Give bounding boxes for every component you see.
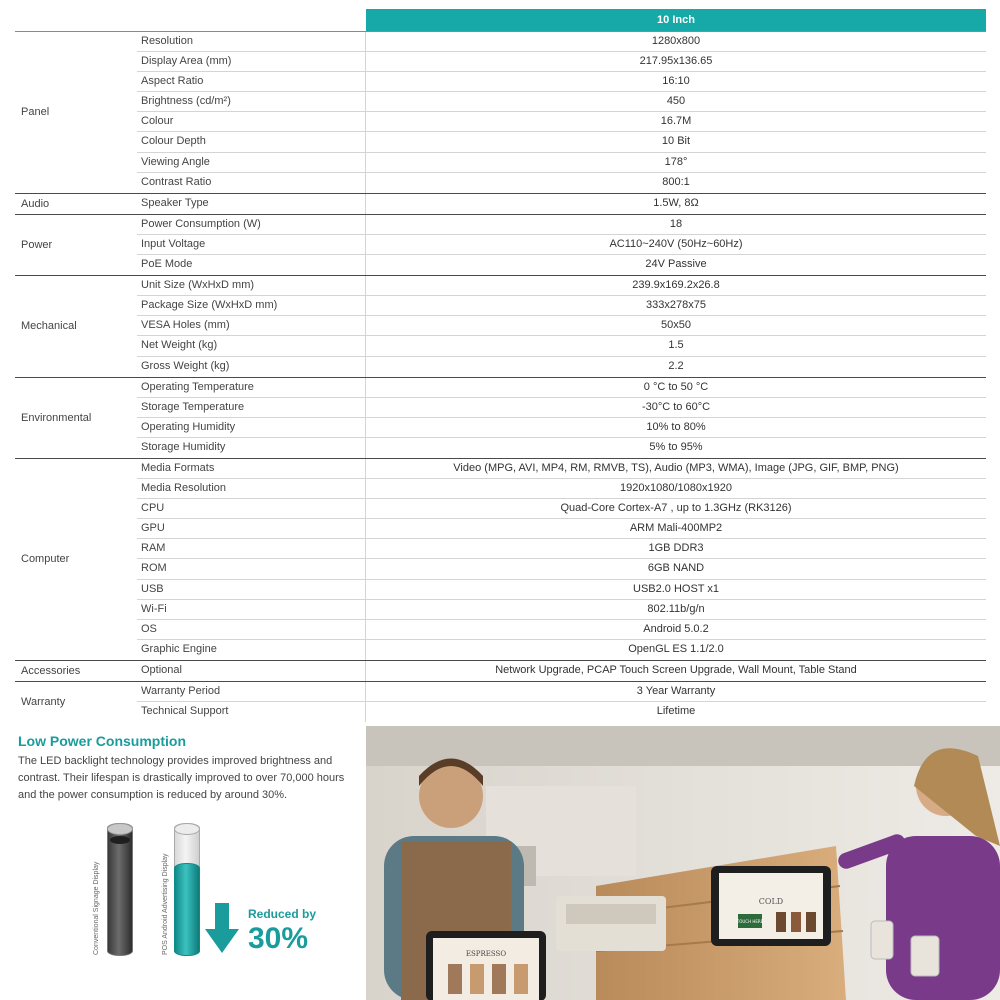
spec-row-label: Speaker Type	[137, 194, 366, 214]
spec-row-label: Storage Temperature	[137, 398, 366, 417]
spec-group-label: Mechanical	[21, 320, 77, 333]
spec-row-value: 2.2	[668, 359, 684, 372]
spec-row-label: Storage Humidity	[137, 438, 366, 458]
spec-group	[15, 458, 986, 660]
spec-row	[137, 519, 986, 539]
spec-row-label: Technical Support	[137, 702, 366, 722]
spec-row	[137, 459, 986, 479]
spec-row-value: 1920x1080/1080x1920	[620, 482, 732, 495]
spec-row	[137, 153, 986, 173]
spec-row-label: Input Voltage	[137, 235, 366, 254]
spec-row	[137, 661, 986, 681]
spec-row	[137, 378, 986, 398]
spec-row-value: 1GB DDR3	[648, 542, 704, 555]
low-power-description: The LED backlight technology provides improved brightness and contrast. Their lifespan is drastically improved to over 70,000 hours and the power consumption is reduced by around 30%.	[18, 755, 345, 801]
spec-row	[137, 296, 986, 316]
spec-group	[15, 31, 986, 193]
spec-row-label: Contrast Ratio	[137, 173, 366, 193]
spec-row	[137, 418, 986, 438]
spec-row-value: 10 Bit	[661, 135, 691, 148]
spec-row-value: 802.11b/g/n	[647, 602, 705, 615]
spec-group-label: Environmental	[21, 411, 92, 424]
spec-group-label: Power	[21, 238, 53, 251]
spec-row-value: 1.5W, 8Ω	[653, 196, 699, 209]
spec-row-label: Colour Depth	[137, 132, 366, 151]
spec-row	[137, 539, 986, 559]
reduced-by-label: Reduced by	[248, 907, 317, 921]
spec-row-value: 0 °C to 50 °C	[643, 380, 709, 393]
spec-row-label: Optional	[137, 661, 366, 681]
spec-row-label: OS	[137, 620, 366, 639]
spec-row-value: 18	[669, 217, 683, 230]
spec-row-label: Wi-Fi	[137, 600, 366, 619]
spec-row	[137, 235, 986, 255]
spec-row-value: 1280x800	[651, 35, 701, 47]
spec-row-value: 333x278x75	[646, 299, 706, 312]
spec-row-value: Android 5.0.2	[643, 622, 709, 635]
spec-row-value: USB2.0 HOST x1	[633, 582, 719, 595]
spec-row	[137, 255, 986, 275]
spec-row-value: AC110~240V (50Hz~60Hz)	[609, 237, 743, 250]
spec-row	[137, 357, 986, 377]
spec-row-label: Package Size (WxHxD mm)	[137, 296, 366, 315]
spec-table	[15, 31, 986, 722]
spec-row-label: Warranty Period	[137, 682, 366, 701]
spec-row	[137, 479, 986, 499]
spec-row	[137, 215, 986, 235]
spec-row-label: Operating Temperature	[137, 378, 366, 397]
spec-row	[137, 640, 986, 660]
spec-row-value: -30°C to 60°C	[641, 400, 711, 413]
spec-row-value: Lifetime	[656, 705, 696, 718]
spec-row	[137, 559, 986, 579]
spec-row	[137, 173, 986, 193]
reduced-percentage: 30%	[248, 922, 309, 955]
spec-row-value: 178°	[664, 155, 688, 168]
low-power-title: Low Power Consumption	[18, 733, 186, 749]
spec-row-label: Gross Weight (kg)	[137, 357, 366, 377]
spec-group	[15, 214, 986, 275]
spec-group	[15, 193, 986, 214]
spec-column-header: 10 Inch	[366, 9, 986, 31]
spec-row	[137, 499, 986, 519]
spec-row	[137, 336, 986, 356]
spec-row-value: 50x50	[661, 319, 691, 332]
spec-row-value: 16:10	[662, 75, 690, 88]
spec-row	[137, 600, 986, 620]
spec-row	[137, 194, 986, 214]
spec-row-label: USB	[137, 580, 366, 599]
spec-row-value: OpenGL ES 1.1/2.0	[628, 642, 724, 655]
spec-row-value: ARM Mali-400MP2	[629, 522, 723, 535]
spec-row	[137, 316, 986, 336]
spec-row-label: Aspect Ratio	[137, 72, 366, 91]
spec-row-value: 239.9x169.2x26.8	[632, 279, 720, 292]
pos-display-label: POS Android Advertising Display	[162, 853, 169, 955]
spec-row	[137, 620, 986, 640]
spec-row	[137, 580, 986, 600]
spec-row	[137, 32, 986, 52]
down-arrow-icon	[205, 903, 239, 955]
spec-row-value: 217.95x136.65	[639, 55, 713, 68]
spec-row-label: ROM	[137, 559, 366, 578]
spec-row-label: Media Resolution	[137, 479, 366, 498]
spec-row-value: 24V Passive	[645, 258, 707, 271]
spec-row	[137, 702, 986, 722]
svg-text:TOUCH HERE: TOUCH HERE	[736, 919, 764, 924]
spec-row	[137, 72, 986, 92]
spec-row-value: 5% to 95%	[649, 440, 703, 453]
spec-group-label: Accessories	[21, 664, 81, 677]
spec-row-label: Power Consumption (W)	[137, 215, 366, 234]
spec-group-label: Computer	[21, 553, 70, 566]
spec-row-value: 800:1	[662, 175, 690, 188]
spec-row-label: Display Area (mm)	[137, 52, 366, 71]
spec-row-value: 450	[666, 95, 686, 108]
spec-row-value: 6GB NAND	[647, 562, 705, 575]
spec-group	[15, 377, 986, 458]
spec-row-value: 16.7M	[660, 115, 692, 128]
cafe-photo	[366, 726, 1000, 1000]
spec-group-label: Warranty	[21, 696, 66, 709]
spec-group	[15, 660, 986, 681]
spec-row-label: Net Weight (kg)	[137, 336, 366, 355]
spec-row	[137, 132, 986, 152]
spec-row-label: Graphic Engine	[137, 640, 366, 660]
spec-row-value: Video (MPG, AVI, MP4, RM, RMVB, TS), Audio (MP3, WMA), Image (JPG, GIF, BMP, PNG)	[453, 461, 899, 474]
spec-row-label: Operating Humidity	[137, 418, 366, 437]
spec-row-value: 10% to 80%	[646, 420, 706, 433]
spec-row	[137, 52, 986, 72]
spec-row	[137, 92, 986, 112]
spec-row-label: GPU	[137, 519, 366, 538]
spec-row	[137, 398, 986, 418]
spec-row-label: Resolution	[137, 32, 366, 51]
spec-row-value: Network Upgrade, PCAP Touch Screen Upgrade, Wall Mount, Table Stand	[495, 663, 857, 676]
spec-row-value: Quad-Core Cortex-A7 , up to 1.3GHz (RK3126)	[560, 502, 792, 515]
spec-group	[15, 275, 986, 376]
spec-group	[15, 681, 986, 722]
spec-row	[137, 438, 986, 458]
spec-row-label: PoE Mode	[137, 255, 366, 275]
spec-row	[137, 682, 986, 702]
svg-text:ESPRESSO: ESPRESSO	[465, 950, 507, 958]
spec-row-label: VESA Holes (mm)	[137, 316, 366, 335]
spec-row-value: 3 Year Warranty	[636, 685, 716, 697]
spec-row-label: Unit Size (WxHxD mm)	[137, 276, 366, 295]
spec-row-label: Media Formats	[137, 459, 366, 478]
spec-row-label: Brightness (cd/m²)	[137, 92, 366, 111]
spec-row-label: Colour	[137, 112, 366, 131]
spec-row-label: RAM	[137, 539, 366, 558]
spec-row-label: CPU	[137, 499, 366, 518]
spec-row	[137, 112, 986, 132]
conventional-display-label: Conventional Signage Display	[93, 861, 100, 955]
svg-text:COLD: COLD	[758, 897, 784, 906]
spec-row	[137, 276, 986, 296]
spec-group-label: Audio	[21, 197, 50, 210]
spec-row-value: 1.5	[668, 339, 684, 352]
spec-group-label: Panel	[21, 106, 50, 119]
spec-row-label: Viewing Angle	[137, 153, 366, 172]
